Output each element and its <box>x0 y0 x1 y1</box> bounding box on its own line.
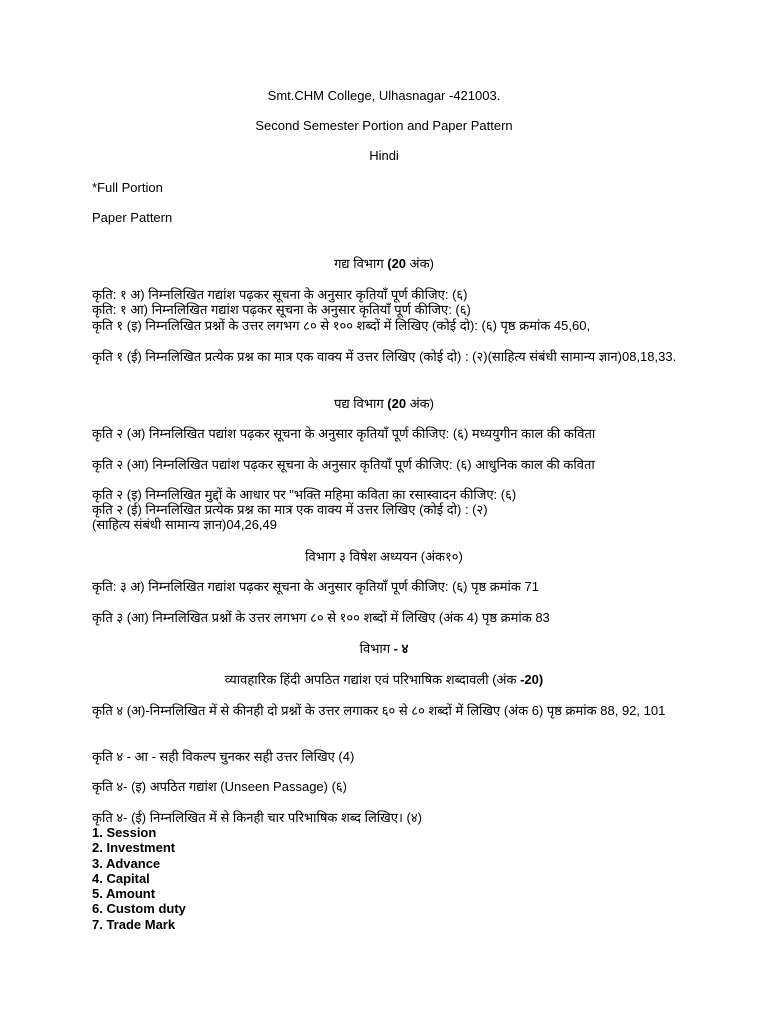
section2-item-4: कृति २ (ई) निम्नलिखित प्रत्येक प्रश्न का मात्र एक वाक्य में उत्तर लिखिए (कोई दो) : (२) <box>92 502 488 517</box>
section1-item-3: कृति १ (इ) निम्नलिखित प्रश्नों के उत्तर लगभग ८० से १०० शब्दों में लिखिए (कोई दो): (६) पृष्ठ क्रमांक 45,60, <box>92 318 591 333</box>
paper-pattern-label: Paper Pattern <box>92 210 173 225</box>
section4-item-1: कृति ४ (अ)-निम्नलिखित में से कीनही दो प्रश्नों के उत्तर लगाकर ६० से ८० शब्दों में लिखिए (अंक 6) पृष्ठ क्रमांक 88, 92, 101 <box>92 703 666 718</box>
section2-heading: पद्य विभाग (20 अंक) <box>334 396 434 411</box>
term-item: 2. Investment <box>92 840 176 856</box>
section4-heading: विभाग - ४ <box>359 641 409 656</box>
section3-item-1: कृति: ३ अ) निम्नलिखित गद्यांश पढ़कर सूचना के अनुसार कृतियाँ पूर्ण कीजिए: (६) पृष्ठ क्रमांक 71 <box>92 579 539 594</box>
section3-item-2: कृति ३ (आ) निम्नलिखित प्रश्नों के उत्तर लगभग ८० से १०० शब्दों में लिखिए (अंक 4) पृष्ठ क्रमांक 83 <box>92 610 550 625</box>
section2-item-5: (साहित्य संबंधी सामान्य ज्ञान)04,26,49 <box>92 517 277 532</box>
term-item: 1. Session <box>92 825 157 840</box>
term-item: 7. Trade Mark <box>92 916 176 932</box>
college-name: Smt.CHM College, Ulhasnagar -421003. <box>267 88 501 103</box>
section2-item-2: कृति २ (आ) निम्नलिखित पद्यांश पढ़कर सूचना के अनुसार कृतियाँ पूर्ण कीजिए: (६) आधुनिक काल की कविता <box>92 457 595 472</box>
section1-item-4: कृति १ (ई) निम्नलिखित प्रत्येक प्रश्न का मात्र एक वाक्य में उत्तर लिखिए (कोई दो) : (२)(साहित्य संबंधी सामान्य ज्ञान)08,18,33. <box>92 349 677 364</box>
section2-item-3: कृति २ (इ) निम्नलिखित मुद्दों के आधार पर "भक्ति महिमा कविता का रसास्वादन कीजिए: (६) <box>92 487 517 502</box>
section4-item-4: कृति ४- (ई) निम्नलिखित में से किनही चार परिभाषिक शब्द लिखिए। (४) <box>92 810 422 825</box>
section4-item-2: कृति ४ - आ - सही विकल्प चुनकर सही उत्तर लिखिए (4) <box>92 749 355 764</box>
term-item: 3. Advance <box>92 855 161 871</box>
term-item: 5. Amount <box>92 886 156 902</box>
portion-note: *Full Portion <box>92 180 163 195</box>
subject-name: Hindi <box>369 148 399 163</box>
section1-item-1: कृति: १ अ) निम्नलिखित गद्यांश पढ़कर सूचना के अनुसार कृतियाँ पूर्ण कीजिए: (६) <box>92 287 468 302</box>
terms-list <box>92 825 186 932</box>
section1-heading: गद्य विभाग (20 अंक) <box>334 256 434 271</box>
section4-subheading: व्यावहारिक हिंदी अपठित गद्यांश एवं परिभाषिक शब्दावली (अंक -20) <box>224 672 544 687</box>
term-item: 6. Custom duty <box>92 901 186 917</box>
term-item: 4. Capital <box>92 870 150 886</box>
section1-item-2: कृति: १ आ) निम्नलिखित गद्यांश पढ़कर सूचना के अनुसार कृतियाँ पूर्ण कीजिए: (६) <box>92 302 471 317</box>
section2-item-1: कृति २ (अ) निम्नलिखित पद्यांश पढ़कर सूचना के अनुसार कृतियाँ पूर्ण कीजिए: (६) मध्ययुगीन काल की कविता <box>92 426 596 441</box>
section3-heading: विभाग ३ विषेश अध्ययन (अंक१०) <box>305 549 463 564</box>
document-title: Second Semester Portion and Paper Pattern <box>255 118 513 133</box>
section4-item-3: कृति ४- (इ) अपठित गद्यांश (Unseen Passage) (६) <box>92 779 348 794</box>
